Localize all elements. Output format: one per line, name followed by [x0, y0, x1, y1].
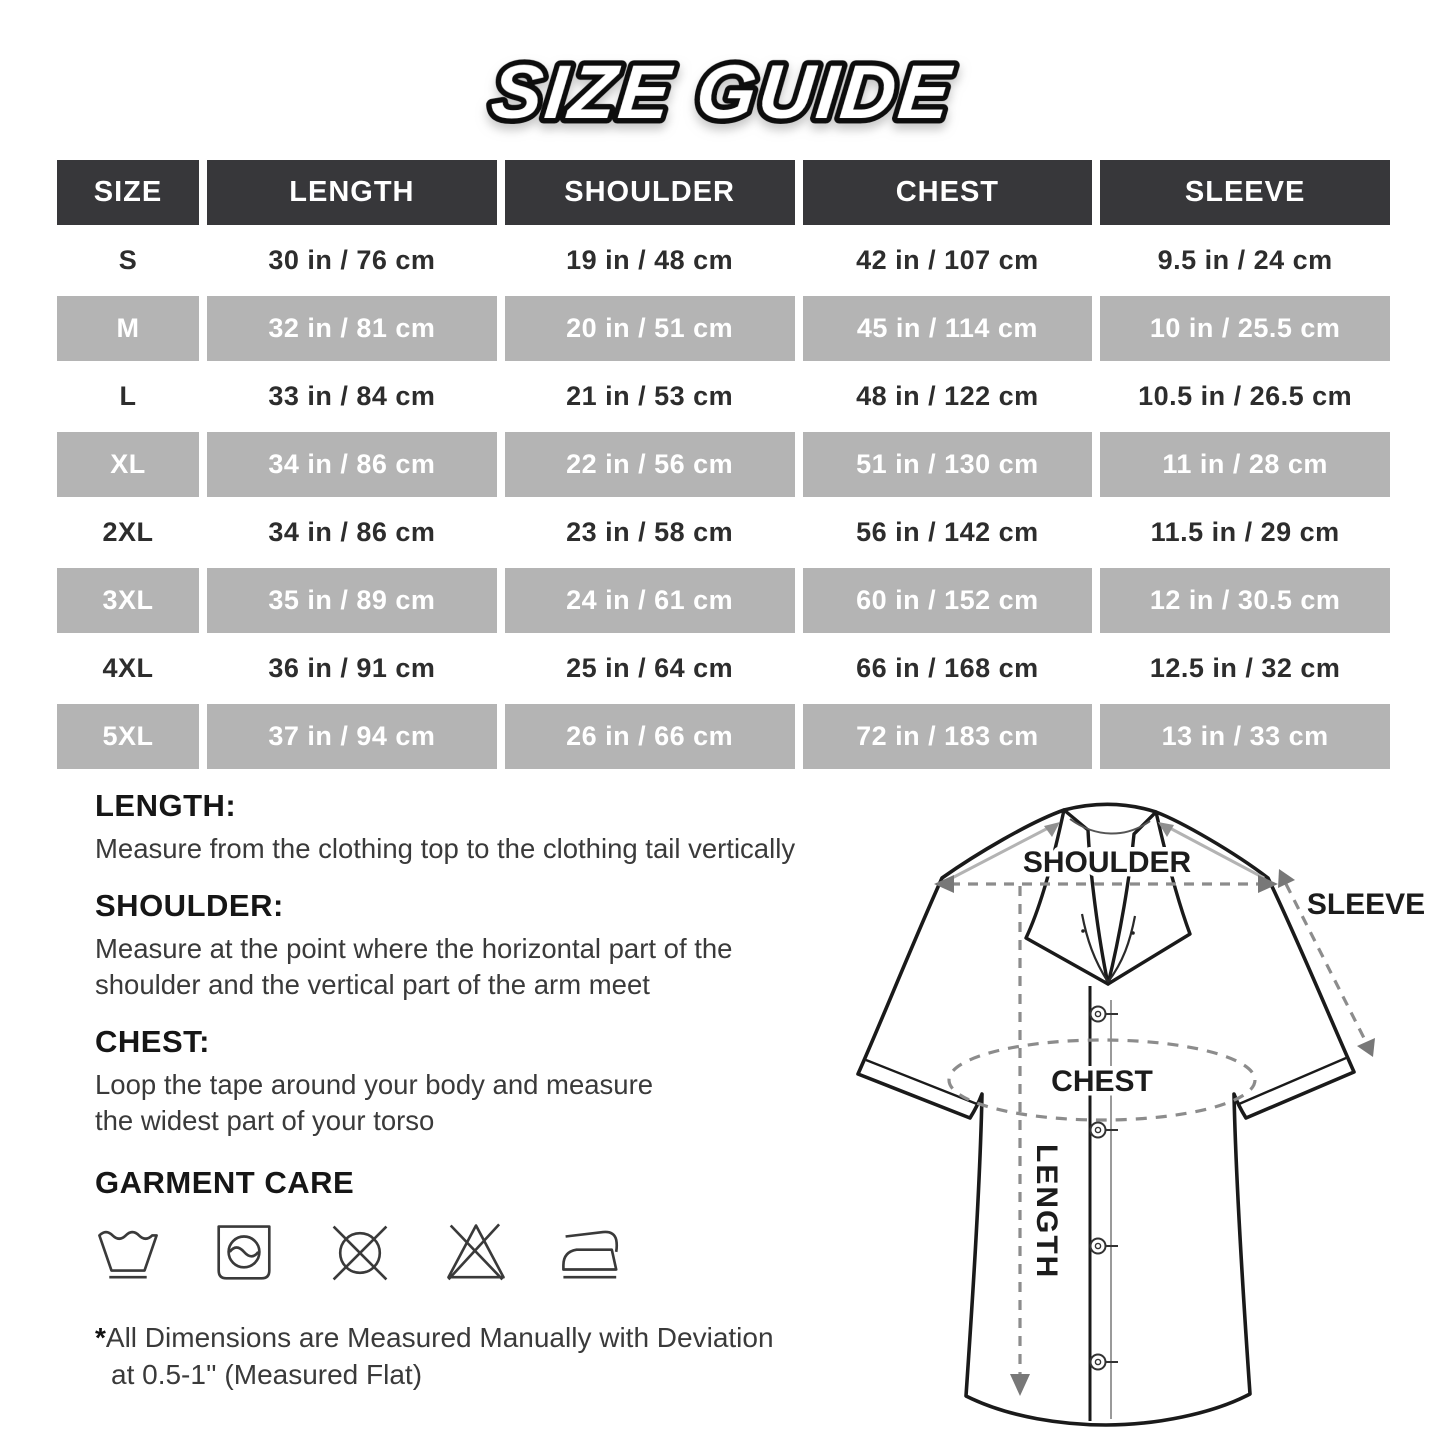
measurement-cell: 24 in / 61 cm [505, 568, 795, 633]
disclaimer-line1 [95, 1319, 875, 1356]
length-section [95, 788, 875, 867]
shoulder-heading: SHOULDER: [95, 888, 284, 923]
measurement-cell: 11 in / 28 cm [1100, 432, 1390, 497]
measurement-cell: 35 in / 89 cm [207, 568, 497, 633]
measurement-cell: 21 in / 53 cm [505, 364, 795, 429]
measurement-cell: 60 in / 152 cm [803, 568, 1093, 633]
size-cell: XL [57, 432, 199, 497]
shirt-outline [858, 804, 1354, 1425]
disclaimer-text1: All Dimensions are Measured Manually with Deviation [105, 1322, 774, 1353]
header-size: SIZE [57, 160, 199, 225]
measurement-cell: 25 in / 64 cm [505, 636, 795, 701]
size-table-body [57, 228, 1390, 769]
measurement-cell: 37 in / 94 cm [207, 704, 497, 769]
measurement-cell: 48 in / 122 cm [803, 364, 1093, 429]
measurement-cell: 51 in / 130 cm [803, 432, 1093, 497]
length-text: Measure from the clothing top to the clothing tail vertically [95, 833, 796, 864]
shoulder-text-line1: Measure at the point where the horizontal part of the [95, 933, 733, 964]
measurement-cell: 19 in / 48 cm [505, 228, 795, 293]
measurement-cell: 12 in / 30.5 cm [1100, 568, 1390, 633]
chest-label: CHEST [1051, 1065, 1153, 1098]
table-row [57, 636, 1390, 701]
measurement-cell: 9.5 in / 24 cm [1100, 228, 1390, 293]
measurement-cell: 36 in / 91 cm [207, 636, 497, 701]
header-chest: CHEST [803, 160, 1093, 225]
size-table [57, 160, 1390, 772]
measurement-cell: 22 in / 56 cm [505, 432, 795, 497]
measurement-cell: 23 in / 58 cm [505, 500, 795, 565]
measurement-cell: 30 in / 76 cm [207, 228, 497, 293]
measurement-cell: 26 in / 66 cm [505, 704, 795, 769]
garment-care-heading: GARMENT CARE [95, 1165, 355, 1200]
do-not-bleach-icon [443, 1220, 509, 1286]
measurement-cell: 32 in / 81 cm [207, 296, 497, 361]
size-cell: 4XL [57, 636, 199, 701]
size-cell: 3XL [57, 568, 199, 633]
shoulder-section [95, 888, 875, 1003]
table-row [57, 228, 1390, 293]
table-row [57, 432, 1390, 497]
gentle-wash-icon [95, 1220, 161, 1286]
size-cell: 5XL [57, 704, 199, 769]
disclaimer [95, 1319, 875, 1393]
measurement-cell: 12.5 in / 32 cm [1100, 636, 1390, 701]
shoulder-label: SHOULDER [1022, 846, 1192, 879]
shoulder-text-line2: shoulder and the vertical part of the arm meet [95, 969, 650, 1000]
measurement-cell: 72 in / 183 cm [803, 704, 1093, 769]
sleeve-label: SLEEVE [1306, 888, 1426, 921]
measurement-cell: 13 in / 33 cm [1100, 704, 1390, 769]
measurement-info [95, 788, 875, 1393]
garment-care-section [95, 1165, 875, 1287]
measurement-cell: 11.5 in / 29 cm [1100, 500, 1390, 565]
chest-heading: CHEST: [95, 1024, 210, 1059]
disclaimer-line2: at 0.5-1'' (Measured Flat) [111, 1359, 423, 1390]
measurement-cell: 33 in / 84 cm [207, 364, 497, 429]
care-icons-row [95, 1219, 875, 1287]
size-cell: S [57, 228, 199, 293]
length-heading: LENGTH: [95, 788, 237, 823]
chest-text-line1: Loop the tape around your body and measure [95, 1069, 654, 1100]
do-not-dry-clean-icon [327, 1220, 393, 1286]
page-title [0, 28, 1445, 163]
table-header-row [57, 160, 1390, 225]
size-cell: 2XL [57, 500, 199, 565]
measurement-cell: 34 in / 86 cm [207, 500, 497, 565]
title-art [443, 28, 1003, 158]
table-row [57, 296, 1390, 361]
size-cell: L [57, 364, 199, 429]
measurement-cell: 20 in / 51 cm [505, 296, 795, 361]
header-shoulder: SHOULDER [505, 160, 795, 225]
size-cell: M [57, 296, 199, 361]
measurement-cell: 34 in / 86 cm [207, 432, 497, 497]
tumble-dry-icon [211, 1220, 277, 1286]
header-sleeve: SLEEVE [1100, 160, 1390, 225]
measurement-cell: 42 in / 107 cm [803, 228, 1093, 293]
measurement-cell: 10 in / 25.5 cm [1100, 296, 1390, 361]
measurement-cell: 66 in / 168 cm [803, 636, 1093, 701]
measurement-cell: 10.5 in / 26.5 cm [1100, 364, 1390, 429]
chest-text-line2: the widest part of your torso [95, 1105, 435, 1136]
shirt-diagram-art [830, 788, 1445, 1445]
measurement-cell: 45 in / 114 cm [803, 296, 1093, 361]
length-label: LENGTH [1030, 1144, 1063, 1280]
header-length: LENGTH [207, 160, 497, 225]
iron-icon [559, 1220, 625, 1286]
table-row [57, 568, 1390, 633]
measurement-cell: 56 in / 142 cm [803, 500, 1093, 565]
shirt-diagram [830, 788, 1445, 1445]
disclaimer-star: * [95, 1322, 106, 1353]
table-row [57, 364, 1390, 429]
title-text: SIZE GUIDE [486, 50, 957, 135]
table-row [57, 500, 1390, 565]
table-row [57, 704, 1390, 769]
chest-section [95, 1024, 875, 1139]
